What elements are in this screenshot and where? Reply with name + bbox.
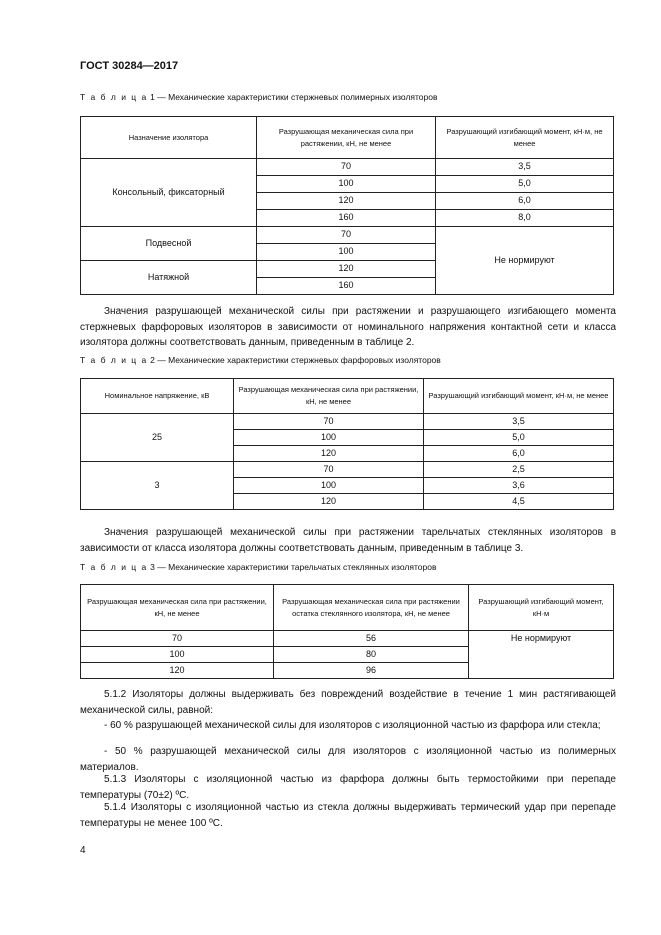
table3 (80, 584, 614, 679)
table1-cell: 8,0 (436, 210, 614, 227)
table1-cell: 70 (257, 227, 436, 244)
table2-header: Номинальное напряжение, кВ (81, 379, 234, 414)
table1-caption-text: 1 — Механические характеристики стержневых полимерных изоляторов (147, 92, 438, 102)
table2-cell: 70 (234, 414, 424, 430)
table3-caption-text: 3 — Механические характеристики тарельчатых стеклянных изоляторов (147, 562, 437, 572)
table1-cell: 100 (257, 176, 436, 193)
table2-caption-text: 2 — Механические характеристики стержневых фарфоровых изоляторов (147, 355, 441, 365)
table3-caption-prefix: Т а б л и ц а (80, 562, 148, 572)
table2-cell: 5,0 (424, 430, 614, 446)
table2-cell: 70 (234, 462, 424, 478)
table2-cell: 3,6 (424, 478, 614, 494)
table1-group-cell: Консольный, фиксаторный (81, 159, 257, 227)
table2-cell: 120 (234, 446, 424, 462)
table1-cell: 5,0 (436, 176, 614, 193)
clause-5-1-4: 5.1.4 Изоляторы с изоляционной частью из стекла должны выдерживать термический удар при перепаде температуры не менее 100 ºС. (80, 802, 616, 829)
table2-caption-prefix: Т а б л и ц а (80, 355, 148, 365)
table1-cell: 100 (257, 244, 436, 261)
table3-cell: 80 (274, 647, 469, 663)
paragraph: Значения разрушающей механической силы при растяжении и разрушающего изгибающего момента стержневых фарфоровых изоляторов в зависимости от номинального напряжения контактной сети и класса изолятора должны соответствовать данным, приведенным в таблице 2. (80, 306, 616, 348)
table1-cell: 160 (257, 210, 436, 227)
table2 (80, 378, 614, 510)
table2-voltage-cell: 25 (81, 414, 234, 462)
table2-cell: 3,5 (424, 414, 614, 430)
table2-header: Разрушающая механическая сила при растяжении, кН, не менее (234, 379, 424, 414)
table1-caption-prefix: Т а б л и ц а (80, 92, 148, 102)
table1 (80, 116, 614, 295)
standard-header: ГОСТ 30284—2017 (80, 60, 179, 72)
table2-cell: 120 (234, 494, 424, 510)
table1-cell: 70 (257, 159, 436, 176)
table3-header: Разрушающий изгибающий момент, кН·м (469, 585, 614, 631)
table1-cell: 6,0 (436, 193, 614, 210)
table1-cell: Не нормируют (436, 227, 614, 295)
table2-voltage-cell: 3 (81, 462, 234, 510)
paragraph: Значения разрушающей механической силы при растяжении тарельчатых стеклянных изоляторов в зависимости от класса изолятора должны соответствовать данным, приведенным в таблице 3. (80, 527, 616, 554)
table3-caption (80, 562, 436, 572)
table3-header: Разрушающая механическая сила при растяжении остатка стеклянного изолятора, кН, не менее (274, 585, 469, 631)
table3-cell: 100 (81, 647, 274, 663)
table3-cell: 120 (81, 663, 274, 679)
table1-caption (80, 92, 438, 102)
table2-cell: 100 (234, 478, 424, 494)
table3-cell: 56 (274, 631, 469, 647)
table1-header: Разрушающая механическая сила при растяжении, кН, не менее (257, 117, 436, 159)
table3-cell: Не нормируют (469, 631, 614, 679)
bullet-item: - 50 % разрушающей механической силы для изоляторов с изоляционной частью из полимерных материалов. (80, 746, 616, 773)
table3-cell: 96 (274, 663, 469, 679)
table1-cell: 160 (257, 278, 436, 295)
table2-cell: 100 (234, 430, 424, 446)
table2-cell: 2,5 (424, 462, 614, 478)
table3-cell: 70 (81, 631, 274, 647)
clause-5-1-2: 5.1.2 Изоляторы должны выдерживать без повреждений воздействие в течение 1 мин растягивающей механической силы, равной: (80, 689, 616, 716)
table1-header: Назначение изолятора (81, 117, 257, 159)
table1-cell: 120 (257, 261, 436, 278)
table2-cell: 4,5 (424, 494, 614, 510)
table1-cell: 120 (257, 193, 436, 210)
table1-header: Разрушающий изгибающий момент, кН·м, не менее (436, 117, 614, 159)
table1-group-cell: Натяжной (81, 261, 257, 295)
bullet-item: - 60 % разрушающей механической силы для изоляторов с изоляционной частью из фарфора или стекла; (104, 720, 601, 731)
clause-5-1-3: 5.1.3 Изоляторы с изоляционной частью из фарфора должны быть термостойкими при перепаде температуры (70±2) ºС. (80, 774, 616, 801)
page-number: 4 (80, 845, 86, 856)
table2-cell: 6,0 (424, 446, 614, 462)
table1-cell: 3,5 (436, 159, 614, 176)
table2-caption (80, 355, 441, 365)
table2-header: Разрушающий изгибающий момент, кН·м, не менее (424, 379, 614, 414)
table3-header: Разрушающая механическая сила при растяжении, кН, не менее (81, 585, 274, 631)
table1-group-cell: Подвесной (81, 227, 257, 261)
